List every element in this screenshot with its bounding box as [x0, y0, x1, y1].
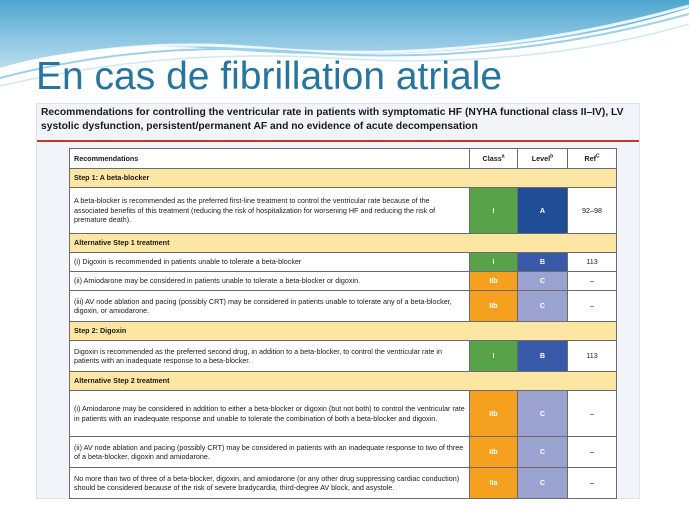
- level-badge: A: [518, 188, 568, 234]
- header-recommendations: Recommendations: [70, 149, 470, 169]
- table-caption: Recommendations for controlling the ventricular rate in patients with symptomatic HF (NYHA functional class II–IV), LV systolic dysfunction, persistent/permanent AF and no evidence of acute decompensation: [41, 107, 624, 132]
- header-class: Class$^a$: [470, 149, 518, 169]
- header-ref: Ref$^C$: [568, 149, 617, 169]
- table-header-row: [70, 149, 617, 169]
- level-badge: C: [518, 437, 568, 468]
- caption-rule: [37, 140, 639, 142]
- section-row: [70, 169, 617, 188]
- recommendation-text: (i) Digoxin is recommended in patients unable to tolerate a beta-blocker: [70, 253, 470, 272]
- section-row: [70, 234, 617, 253]
- ref-cell: –: [568, 391, 617, 437]
- recommendations-table: [69, 148, 617, 499]
- recommendation-text: Digoxin is recommended as the preferred second drug, in addition to a beta-blocker, to control the ventricular rate in patients with an inadequate response to a beta-blocker.: [70, 341, 470, 372]
- class-badge: IIa: [470, 468, 518, 499]
- level-badge: B: [518, 341, 568, 372]
- level-badge: C: [518, 468, 568, 499]
- recommendation-text: (i) Amiodarone may be considered in addition to either a beta-blocker or digoxin (but not both) to control the ventricular rate in patients with an inadequate response and unable to tolerate the combination of both a beta-blocker and digoxin.: [70, 391, 470, 437]
- recommendation-text: (ii) AV node ablation and pacing (possibly CRT) may be considered in patients with an inadequate response to two of three of a beta-blocker, digoxin and amiodarone.: [70, 437, 470, 468]
- table-row: [70, 291, 617, 322]
- header-level: Level$^b$: [518, 149, 568, 169]
- ref-cell: –: [568, 291, 617, 322]
- class-badge: I: [470, 188, 518, 234]
- table-row: [70, 468, 617, 499]
- recommendation-text: A beta-blocker is recommended as the preferred first-line treatment to control the ventricular rate because of the associated benefits of this treatment (reducing the risk of hospitalization for worsening HF and reducing the risk of premature death).: [70, 188, 470, 234]
- table-row: [70, 272, 617, 291]
- slide-title: En cas de fibrillation atriale: [36, 55, 503, 98]
- class-badge: IIb: [470, 291, 518, 322]
- table-row: [70, 188, 617, 234]
- ref-cell: 113: [568, 253, 617, 272]
- ref-cell: 92–98: [568, 188, 617, 234]
- ref-cell: –: [568, 272, 617, 291]
- table-row: [70, 437, 617, 468]
- table-row: [70, 253, 617, 272]
- level-badge: C: [518, 272, 568, 291]
- recommendation-text: (iii) AV node ablation and pacing (possibly CRT) may be considered in patients unable to tolerate any of a beta-blocker, digoxin, or amiodarone.: [70, 291, 470, 322]
- class-badge: IIb: [470, 272, 518, 291]
- ref-cell: 113: [568, 341, 617, 372]
- level-badge: C: [518, 391, 568, 437]
- class-badge: IIb: [470, 391, 518, 437]
- recommendation-text: No more than two of three of a beta-blocker, digoxin, and amiodarone (or any other drug suppressing cardiac conduction) should be considered because of the risk of severe bradycardia, third-degree AV block, and asystole.: [70, 468, 470, 499]
- ref-cell: –: [568, 437, 617, 468]
- class-badge: IIb: [470, 437, 518, 468]
- class-badge: I: [470, 253, 518, 272]
- table-row: [70, 341, 617, 372]
- class-badge: I: [470, 341, 518, 372]
- level-badge: B: [518, 253, 568, 272]
- recommendation-text: (ii) Amiodarone may be considered in patients unable to tolerate a beta-blocker or digoxin.: [70, 272, 470, 291]
- section-title: Alternative Step 1 treatment: [70, 234, 617, 253]
- section-row: [70, 322, 617, 341]
- ref-cell: –: [568, 468, 617, 499]
- recommendations-figure: [36, 103, 640, 499]
- section-row: [70, 372, 617, 391]
- section-title: Step 2: Digoxin: [70, 322, 617, 341]
- section-title: Step 1: A beta-blocker: [70, 169, 617, 188]
- level-badge: C: [518, 291, 568, 322]
- table-row: [70, 391, 617, 437]
- section-title: Alternative Step 2 treatment: [70, 372, 617, 391]
